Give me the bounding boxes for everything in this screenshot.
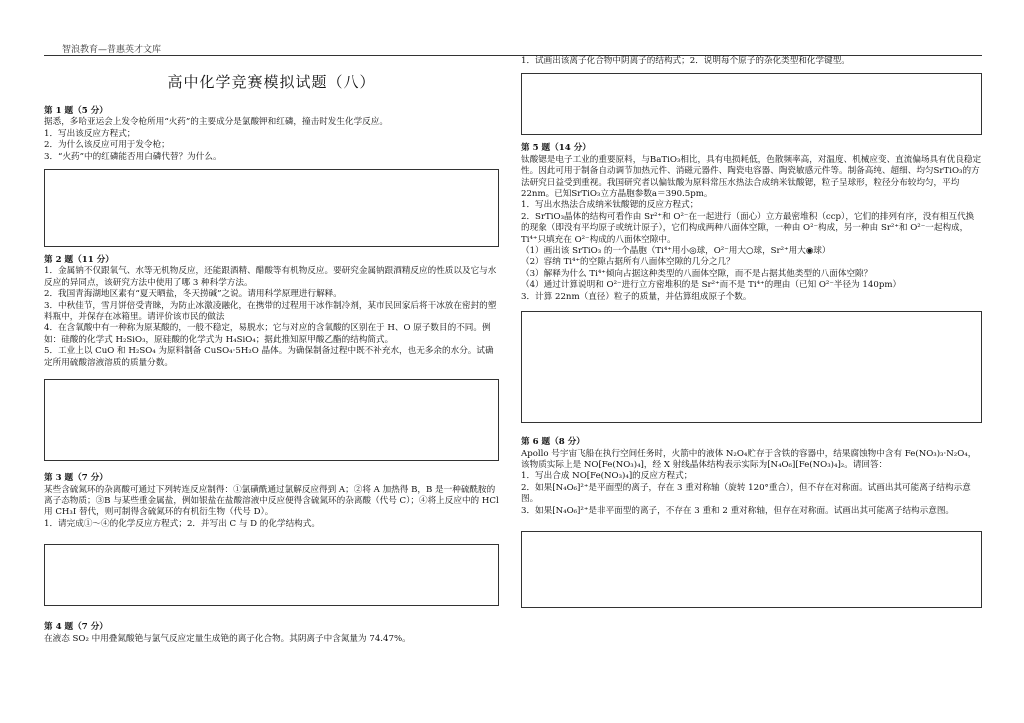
q5-line: 1．写出水热法合成纳米钛酸锶的反应方程式； (521, 200, 699, 211)
q5-heading: 第 5 题（14 分） (521, 143, 591, 154)
q4-heading: 第 4 题（7 分） (44, 622, 108, 633)
q1-line: 1．写出该反应方程式； (44, 128, 136, 139)
q1-line: 据悉，多哈亚运会上发令枪所用“火药”的主要成分是氯酸钾和红磷，撞击时发生化学反应。 (44, 117, 388, 128)
q5-line: 2．SrTiO₃晶体的结构可看作由 Sr²⁺和 O²⁻在一起进行（面心）立方最密堆积（ccp），它们的排列有序，没有相互代换的现象（即没有平均原子或统计原子），它们构成两种八面体空隙，一种由 O²⁻构成，另一种由 Sr²⁺和 O²⁻一起构成，Ti⁴⁺只填充在 O²⁻构成的八面体空隙中。 (521, 211, 975, 245)
q5-line: （4）通过计算说明和 O²⁻进行立方密堆积的是 Sr²⁺而不是 Ti⁴⁺的理由（已知 O²⁻半径为 140pm） (521, 280, 902, 291)
q5-line: 3．计算 22nm（直径）粒子的质量，并估算组成原子个数。 (521, 291, 752, 302)
q2-line: 5．工业上以 CuO 和 H₂SO₄ 为原料制备 CuSO₄·5H₂O 晶体。为确保制备过程中既不补充水，也无多余的水分。试确定所用硫酸溶液溶质的质量分数。 (44, 346, 494, 368)
q6-line: Apollo 号宇宙飞船在执行空间任务时，火箭中的液体 N₂O₄贮存于含铁的容器中，结果腐蚀物中含有 Fe(NO₃)₃·N₂O₄，该物质实际上是 NO[Fe(NO₃)₄]，经 X 射线晶体结构表示实际为[N₄O₆][Fe(NO₃)₄]₂。请回答： (521, 448, 977, 470)
q2-line: 1．金属钠不仅跟氧气、水等无机物反应，还能跟酒精、醋酸等有机物反应。要研究金属钠跟酒精反应的性质以及它与水反应的异同点，该研究方法中使用了哪 3 种科学方法。 (44, 266, 497, 288)
q5-answer-box[interactable] (521, 311, 982, 423)
q2-line: 4．在含氧酸中有一种称为原某酸的，一般不稳定，易脱水；它与对应的含氧酸的区别在于 H、O 原子数目的不同。例如：硅酸的化学式 H₂SiO₃，原硅酸的化学式为 H₄SiO₄；据此推知原甲酸乙酯的结构简式。 (44, 323, 491, 345)
q2-heading: 第 2 题（11 分） (44, 255, 114, 266)
q6-line: 1．写出合成 NO[Fe(NO₃)₄]的反应方程式； (521, 471, 693, 482)
q6-answer-box[interactable] (521, 531, 982, 608)
q3-answer-box[interactable] (44, 544, 499, 606)
q4-answer-box[interactable] (521, 73, 982, 135)
q2-answer-box[interactable] (44, 379, 499, 461)
q2-line: 2．我国青海湖地区素有“夏天晒盐，冬天捞碱”之说。请用科学原理进行解释。 (44, 289, 342, 300)
q3-line: 1．请完成①～④的化学反应方程式；2．并写出 C 与 D 的化学结构式。 (44, 518, 320, 529)
q5-line: （1）画出该 SrTiO₃ 的一个晶胞（Ti⁴⁺用小◎球，O²⁻用大○球，Sr²⁺用大◉球） (521, 246, 831, 257)
q1-line: 2．为什么该反应可用于发令枪； (44, 140, 170, 151)
q6-heading: 第 6 题（8 分） (521, 437, 585, 448)
right-column (521, 56, 982, 608)
q3-line: 某些含硫氮环的杂离酸可通过下列转连反应制得：①氯磺酰通过氯解反应得到 A；②将 A 加热得 B，B 是一种硫酰胺的离子态物质；③B 与某些重金属盐，例如银盐在盐酸溶液中反应便得含硫氮环的杂离酸（代号 C）；④将上反应中的 HCl 用 CH₃I 替代，则可制得含硫氮环的有机衍生物（代号 D）。 (44, 484, 499, 518)
q4-cont-line: 1．试画出该离子化合物中阴离子的结构式；2．说明每个原子的杂化类型和化学键型。 (521, 56, 850, 66)
page-title: 高中化学竞赛模拟试题（八） (167, 73, 376, 91)
q1-line: 3．“火药”中的红磷能否用白磷代替？为什么。 (44, 151, 222, 162)
q3-heading: 第 3 题（7 分） (44, 473, 108, 484)
q1-heading: 第 1 题（5 分） (44, 106, 108, 116)
header-text: 智浪教育—普惠英才文库 (62, 45, 162, 55)
q6-line: 2．如果[N₄O₆]²⁺是平面型的离子，存在 3 重对称轴（旋转 120°重合），但不存在对称面。试画出其可能离子结构示意图。 (521, 482, 971, 505)
q4-line: 在液态 SO₂ 中用叠氮酸铯与氯气反应定量生成铯的离子化合物。其阴离子中含氮量为 74.47%。 (44, 633, 411, 644)
q1-answer-box[interactable] (44, 169, 499, 247)
left-column (44, 62, 499, 645)
q5-line: （3）解释为什么 Ti⁴⁺倾向占据这种类型的八面体空隙，而不是占据其他类型的八面体空隙？ (521, 268, 873, 279)
q6-line: 3．如果[N₄O₆]²⁺是非平面型的离子，不存在 3 重和 2 重对称轴，但存在对称面。试画出其可能离子结构示意图。 (521, 505, 955, 516)
q5-line: 钛酸锶是电子工业的重要原料，与BaTiO₃相比，具有电损耗低，色散频率高，对温度、机械应变、直流偏场具有优良稳定性。因此可用于制备自动调节加热元件、消磁元器件、陶瓷电容器、陶瓷敏感元件等。制备高纯、超细、均匀SrTiO₃的方法研究日益受到重视。我国研究者以偏钛酸为原料常压水热法合成纳米钛酸锶，粒子呈球形，粒径分布较均匀，平均22nm。已知SrTiO₃立方晶胞参数a＝390.5pm。 (521, 154, 982, 200)
q5-line: （2）容纳 Ti⁴⁺的空隙占据所有八面体空隙的几分之几？ (521, 257, 735, 268)
q2-line: 3．中秋佳节，雪月饼倍受青睐，为防止冰激凌融化，在携带的过程用干冰作制冷剂，某市民回家后将干冰放在密封的塑料瓶中，并保存在冰箱里。请评价该市民的做法 (44, 300, 497, 323)
